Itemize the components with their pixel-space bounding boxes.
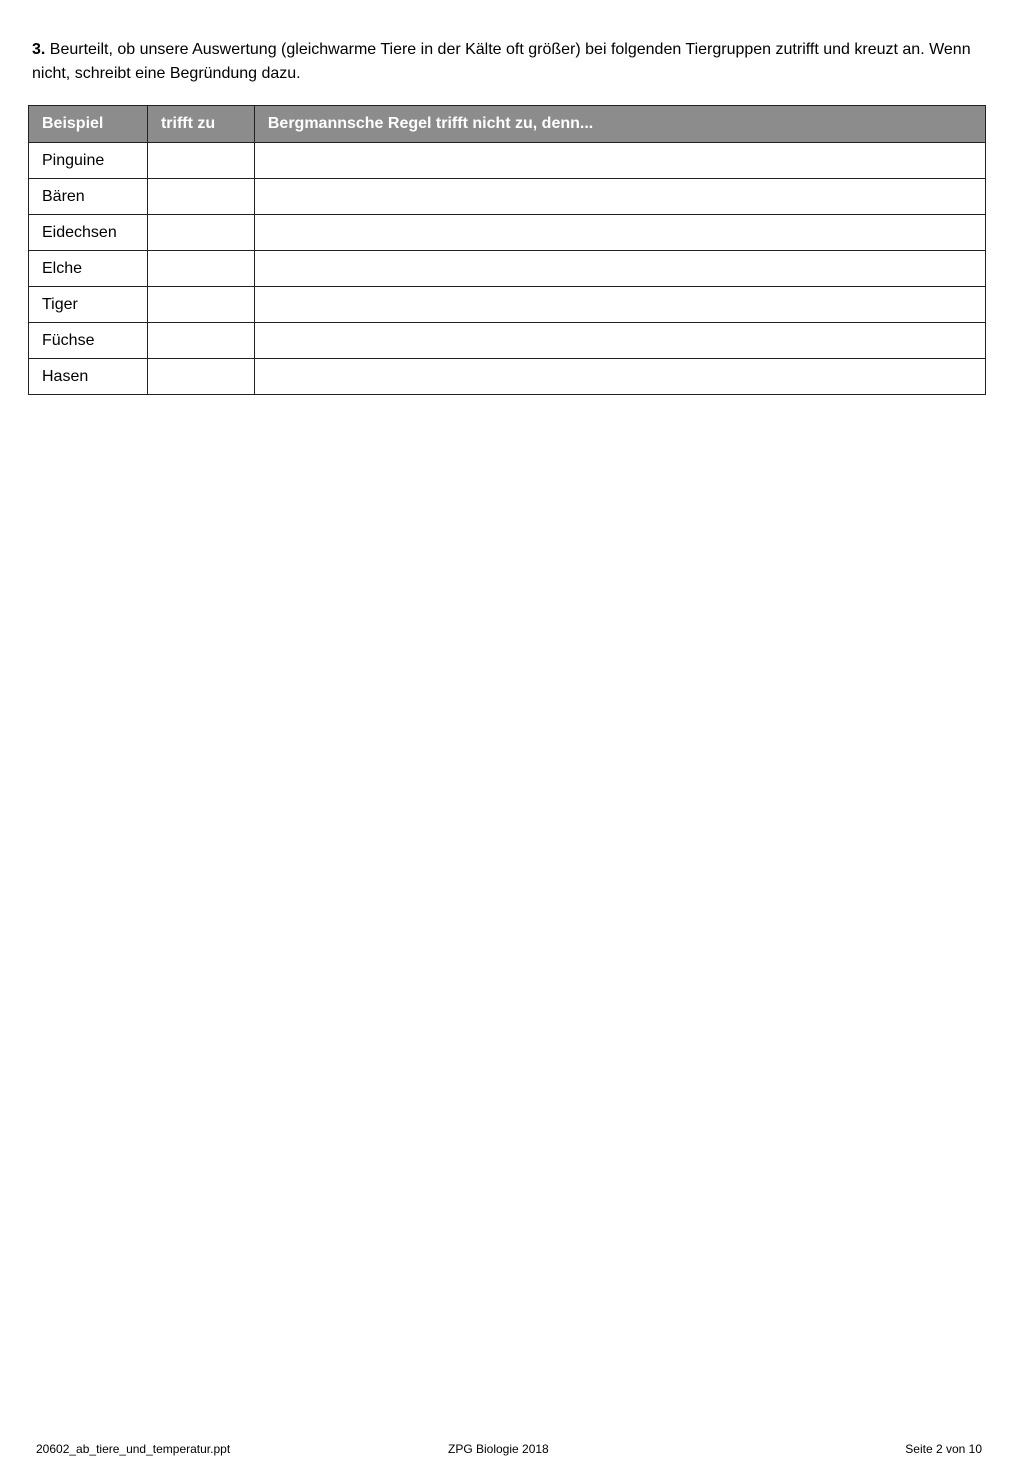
task-number: 3. [32, 41, 46, 58]
reason-cell[interactable] [254, 359, 985, 395]
applies-cell[interactable] [147, 359, 254, 395]
table-row [29, 215, 986, 251]
table-header-row [29, 106, 986, 143]
example-cell: Füchse [29, 323, 148, 359]
applies-cell[interactable] [147, 287, 254, 323]
header-example: Beispiel [29, 106, 148, 143]
reason-cell[interactable] [254, 143, 985, 179]
header-applies: trifft zu [147, 106, 254, 143]
header-reason: Bergmannsche Regel trifft nicht zu, denn... [254, 106, 985, 143]
example-cell: Eidechsen [29, 215, 148, 251]
applies-cell[interactable] [147, 143, 254, 179]
table-row [29, 251, 986, 287]
applies-cell[interactable] [147, 251, 254, 287]
example-cell: Hasen [29, 359, 148, 395]
example-cell: Bären [29, 179, 148, 215]
reason-cell[interactable] [254, 179, 985, 215]
footer-org: ZPG Biologie 2018 [448, 1442, 549, 1456]
applies-cell[interactable] [147, 179, 254, 215]
reason-cell[interactable] [254, 323, 985, 359]
example-cell: Pinguine [29, 143, 148, 179]
example-cell: Elche [29, 251, 148, 287]
reason-cell[interactable] [254, 287, 985, 323]
reason-cell[interactable] [254, 215, 985, 251]
table-row [29, 323, 986, 359]
table-row [29, 143, 986, 179]
task-text: Beurteilt, ob unsere Auswertung (gleichwarme Tiere in der Kälte oft größer) bei folgenden Tiergruppen zutrifft und kreuzt an. Wenn nicht, schreibt eine Begründung dazu. [32, 41, 971, 82]
task-instruction [32, 38, 992, 86]
applies-cell[interactable] [147, 215, 254, 251]
footer-page-number: Seite 2 von 10 [905, 1442, 982, 1456]
applies-cell[interactable] [147, 323, 254, 359]
table-row [29, 287, 986, 323]
table-row [29, 359, 986, 395]
footer-filename: 20602_ab_tiere_und_temperatur.ppt [36, 1442, 231, 1456]
reason-cell[interactable] [254, 251, 985, 287]
example-cell: Tiger [29, 287, 148, 323]
table-row [29, 179, 986, 215]
worksheet-table [28, 105, 986, 395]
